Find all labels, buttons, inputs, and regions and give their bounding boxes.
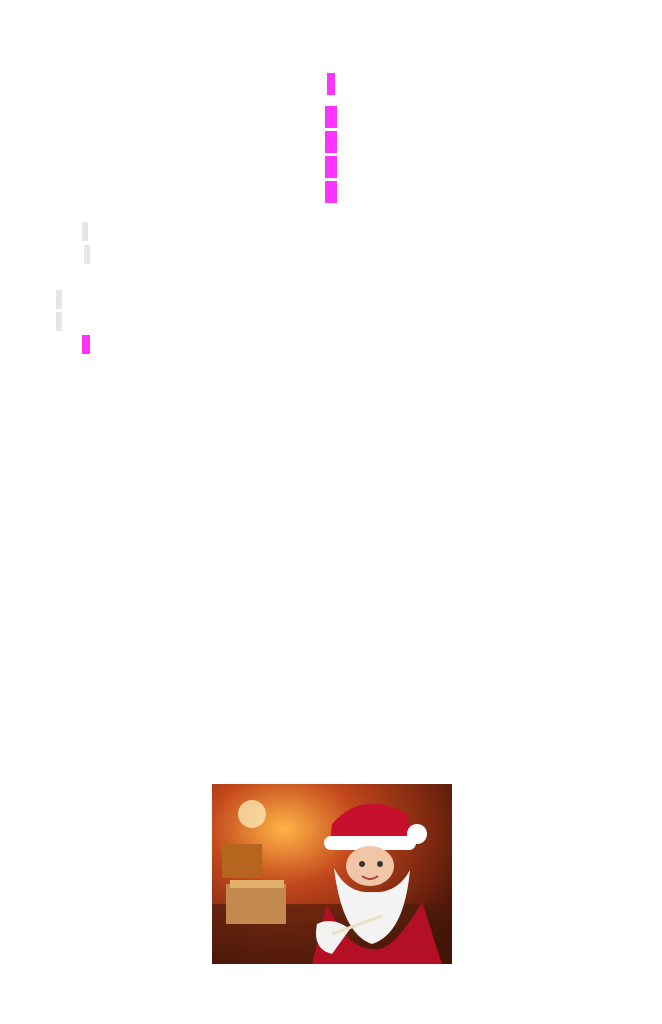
list-item bbox=[56, 221, 598, 244]
list-item-continued bbox=[56, 311, 598, 334]
holly-border-bottom bbox=[0, 966, 662, 1024]
list-item-continued bbox=[56, 289, 598, 312]
options-list bbox=[56, 221, 598, 356]
bank-account-text bbox=[56, 290, 62, 309]
callout bbox=[64, 105, 598, 205]
list-item bbox=[56, 266, 598, 289]
holly-border-right bbox=[604, 0, 662, 1024]
greeting bbox=[327, 73, 335, 95]
holly-border-left bbox=[0, 0, 58, 1024]
transfer-title-text bbox=[56, 312, 62, 331]
deadline-text bbox=[82, 335, 90, 354]
callout-line bbox=[325, 181, 337, 203]
poster-content bbox=[64, 58, 598, 356]
callout-line bbox=[325, 156, 337, 178]
callout-line bbox=[325, 131, 337, 153]
greeting-line bbox=[64, 72, 598, 97]
holly-border-top bbox=[0, 0, 662, 58]
list-item-continued bbox=[56, 244, 598, 267]
list-item-deadline bbox=[56, 334, 598, 357]
list-text bbox=[82, 222, 88, 241]
list-text bbox=[84, 245, 90, 264]
callout-line bbox=[325, 106, 337, 128]
santa-claus-photo bbox=[212, 784, 452, 964]
